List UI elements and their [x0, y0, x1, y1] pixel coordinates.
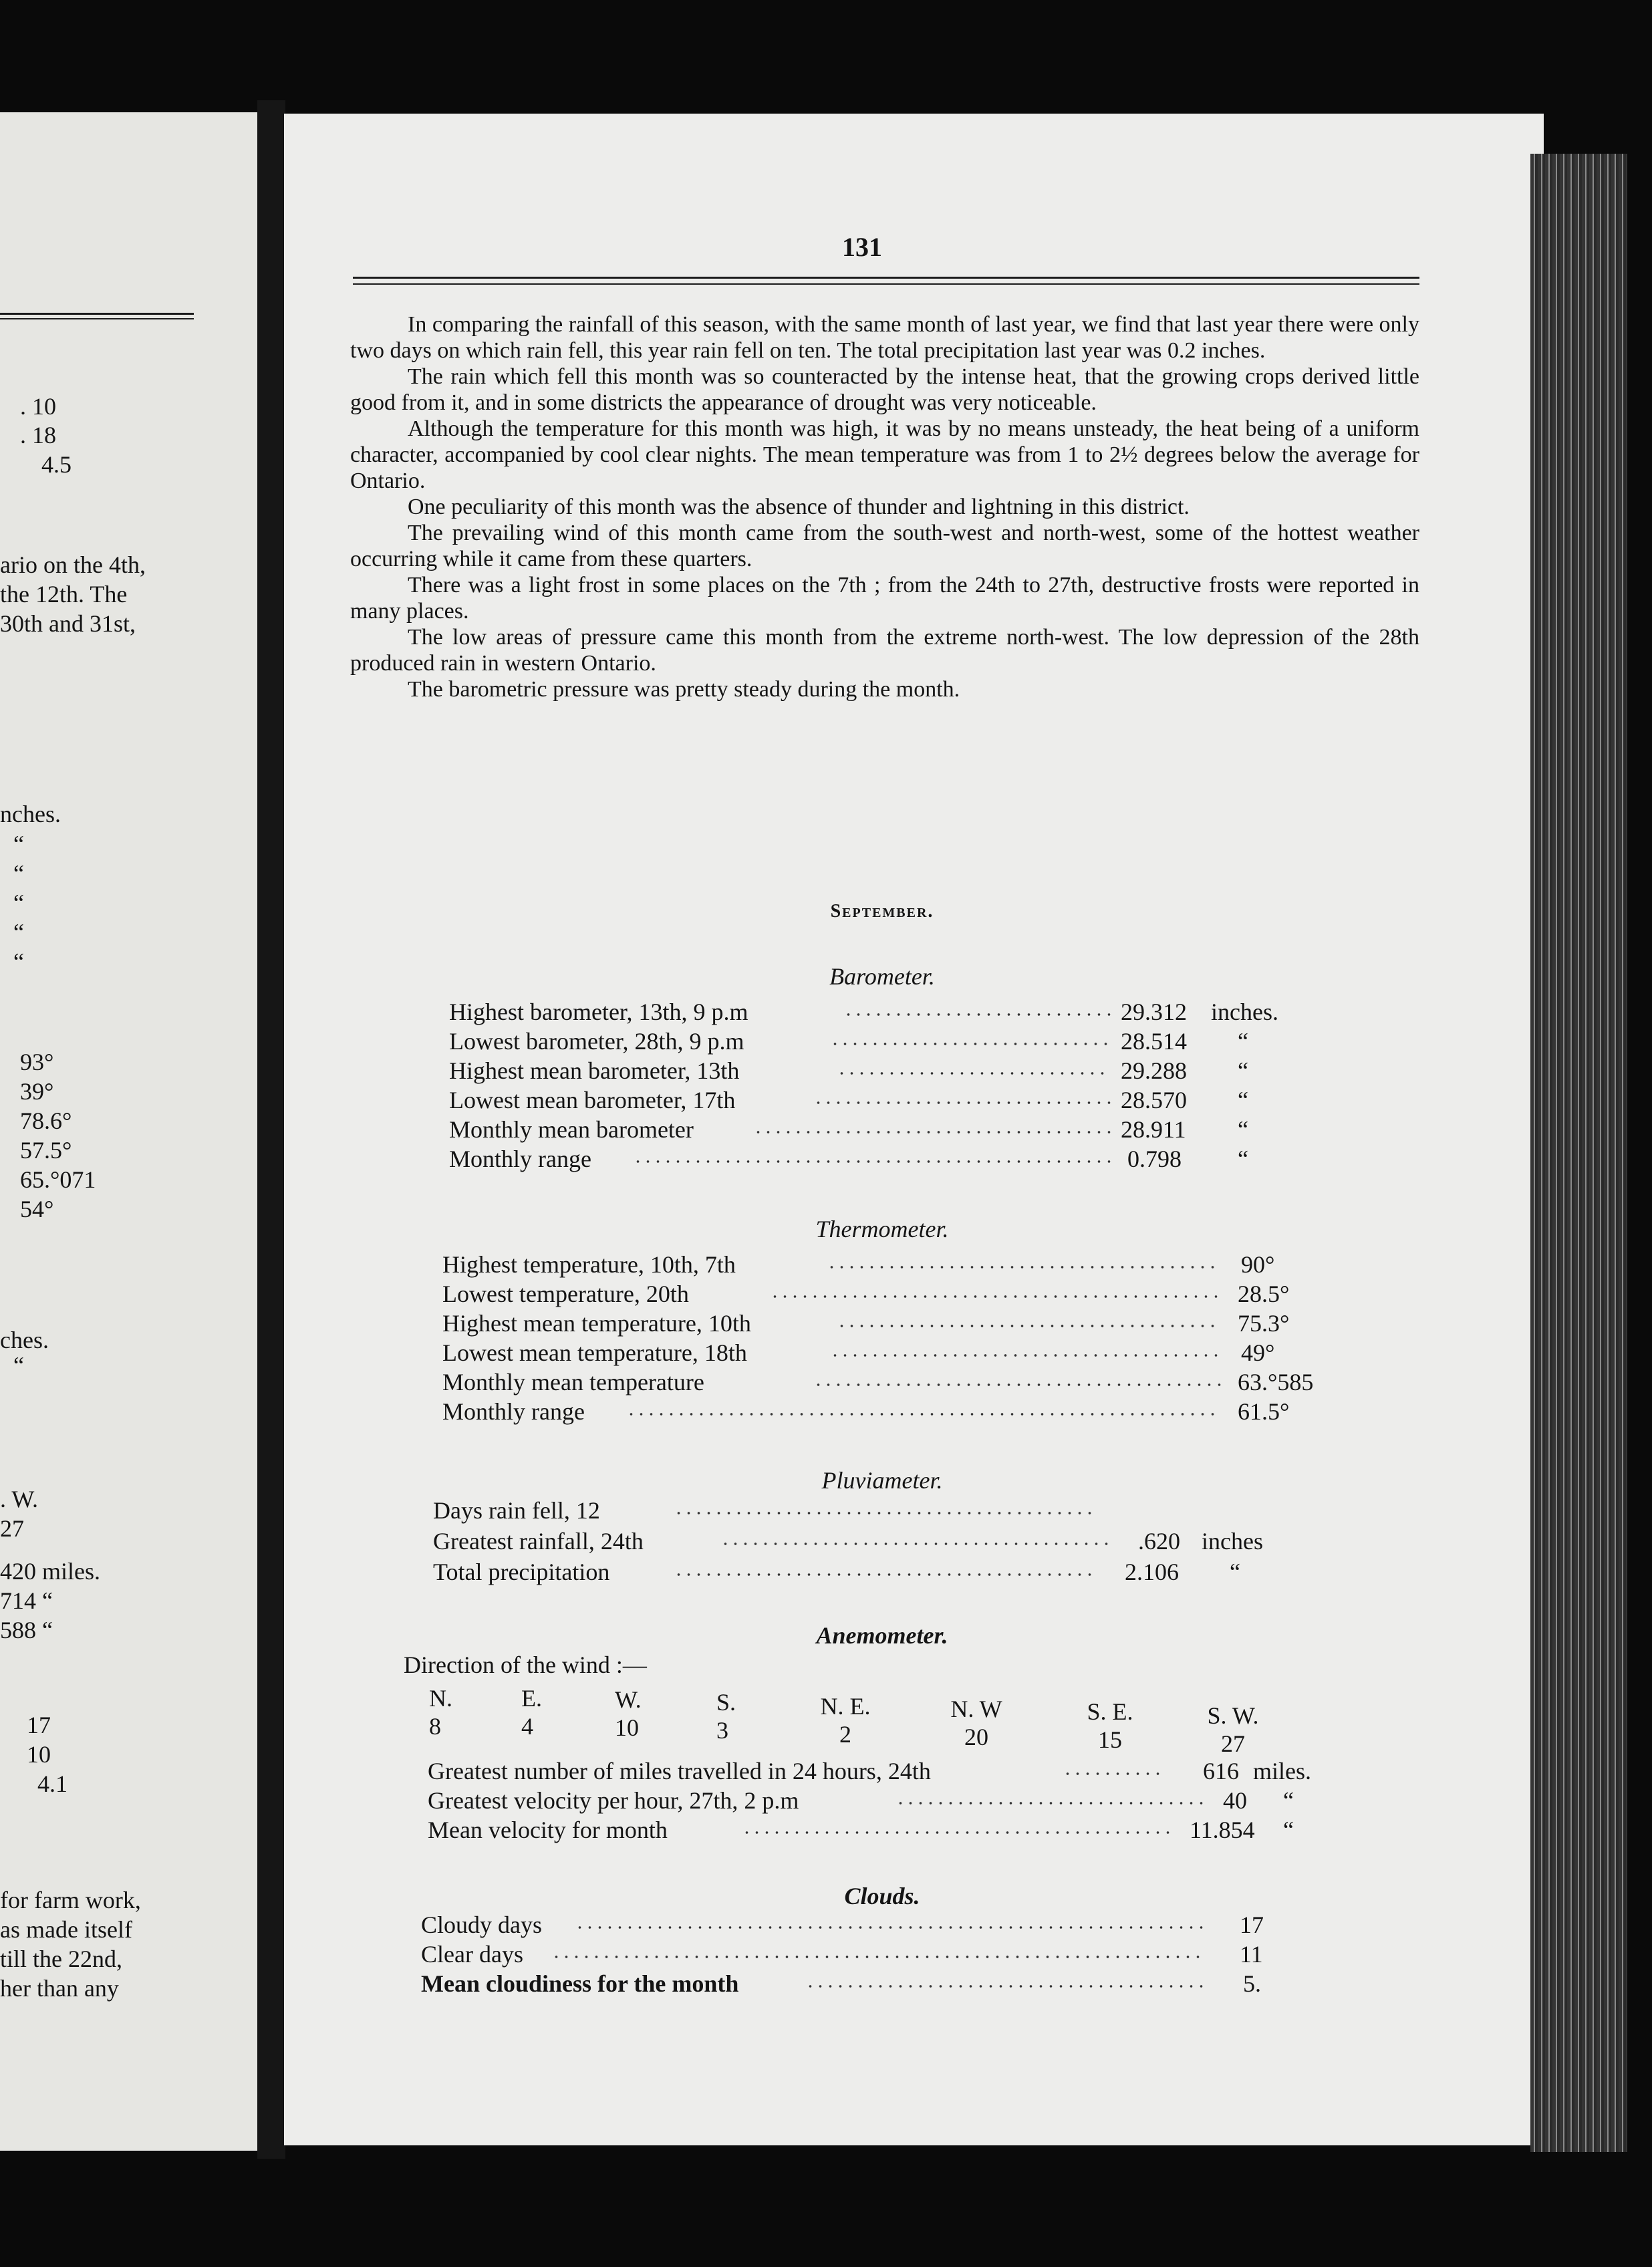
- pluviameter-heading: Pluviameter.: [821, 1467, 943, 1494]
- clouds-row: [421, 1910, 1330, 1940]
- left-fragment: 65.°071: [20, 1166, 96, 1193]
- left-fragment: nches.: [0, 801, 61, 827]
- row-unit: “: [1238, 1116, 1248, 1143]
- leader-dots: [753, 1131, 1111, 1134]
- paragraph: In comparing the rainfall of this season, with the same month of last year, we find that last year there were only two days on which rain fell, this year rain fell on ten. The total precipitation last year was 0.2 inches.: [350, 312, 1419, 363]
- row-unit: inches: [1202, 1528, 1263, 1555]
- left-fragment: 78.6°: [20, 1107, 72, 1134]
- row-value: 11: [1240, 1941, 1263, 1968]
- row-value: 28.5°: [1238, 1281, 1290, 1307]
- left-fragment: 57.5°: [20, 1137, 72, 1164]
- barometer-row: [449, 1027, 1304, 1056]
- row-label: Mean cloudiness for the month: [421, 1970, 739, 1997]
- row-label: Days rain fell, 12: [433, 1497, 600, 1524]
- page-number: 131: [842, 232, 882, 262]
- left-fragment: 93°: [20, 1049, 54, 1075]
- left-fragment: “: [13, 860, 24, 887]
- leader-dots: [896, 1802, 1203, 1805]
- row-value: 61.5°: [1238, 1398, 1290, 1425]
- left-rule: [0, 313, 194, 315]
- page-edges: [1530, 154, 1627, 2152]
- leader-dots: [830, 1043, 1111, 1045]
- left-fragment: ario on the 4th,: [0, 551, 146, 578]
- wind-column: [809, 1692, 882, 1748]
- paragraph: One peculiarity of this month was the absence of thunder and lightning in this district.: [408, 495, 1190, 519]
- left-fragment: as made itself: [0, 1916, 132, 1943]
- paragraph: The low areas of pressure came this month from the extreme north-west. The low depression of the 28th produced rain in western Ontario.: [350, 625, 1419, 676]
- leader-dots: [742, 1831, 1169, 1834]
- barometer-row: [449, 1144, 1304, 1174]
- clouds-row: [421, 1969, 1330, 1998]
- left-fragment: 54°: [20, 1196, 54, 1222]
- top-rule: [353, 277, 1419, 279]
- month-heading: September.: [830, 901, 934, 922]
- row-label: Lowest barometer, 28th, 9 p.m: [449, 1028, 744, 1055]
- row-label: Greatest velocity per hour, 27th, 2 p.m: [428, 1787, 799, 1814]
- left-fragment: 10: [27, 1741, 51, 1768]
- left-fragment: the 12th. The: [0, 581, 128, 608]
- wind-direction-label: Direction of the wind :—: [404, 1651, 647, 1678]
- body-text: [350, 311, 1419, 702]
- leader-dots: [575, 1926, 1203, 1929]
- row-label: Monthly range: [442, 1398, 585, 1425]
- left-fragment: “: [13, 1352, 24, 1379]
- row-unit: “: [1283, 1817, 1294, 1843]
- left-fragment: “: [13, 831, 24, 857]
- leader-dots: [770, 1295, 1221, 1298]
- leader-dots: [837, 1325, 1221, 1327]
- paragraph: The barometric pressure was pretty steady during the month.: [408, 677, 960, 702]
- row-value: 90°: [1241, 1251, 1275, 1278]
- row-value: 28.514: [1121, 1028, 1187, 1055]
- wind-direction: N. W: [950, 1696, 1002, 1722]
- thermometer-row: [442, 1367, 1338, 1397]
- left-fragment: . 10: [20, 393, 56, 420]
- row-value: 29.312: [1121, 998, 1187, 1025]
- left-fragment: 588 “: [0, 1617, 53, 1643]
- leader-dots: [843, 1013, 1111, 1016]
- row-value: 17: [1240, 1911, 1264, 1938]
- left-fragment: 39°: [20, 1078, 54, 1105]
- wind-column: [940, 1695, 1013, 1751]
- thermometer-row: [442, 1397, 1338, 1426]
- wind-count: 10: [615, 1714, 639, 1741]
- wind-direction: E.: [521, 1685, 542, 1712]
- leader-dots: [837, 1072, 1111, 1075]
- row-label: Monthly range: [449, 1146, 591, 1172]
- leader-dots: [827, 1266, 1221, 1269]
- wind-count: 3: [716, 1717, 728, 1744]
- clouds-heading: Clouds.: [844, 1883, 920, 1909]
- clouds-row: [421, 1940, 1330, 1969]
- row-label: Monthly mean temperature: [442, 1369, 704, 1395]
- barometer-row: [449, 1056, 1304, 1085]
- leader-dots: [805, 1985, 1203, 1988]
- row-label: Cloudy days: [421, 1911, 543, 1938]
- row-label: Highest temperature, 10th, 7th: [442, 1251, 736, 1278]
- row-label: Highest mean barometer, 13th: [449, 1057, 740, 1084]
- row-value: 2.106: [1125, 1559, 1179, 1585]
- left-fragment: 4.1: [37, 1770, 67, 1797]
- left-fragment: for farm work,: [0, 1887, 141, 1913]
- wind-count: 4: [521, 1713, 533, 1740]
- row-label: Greatest number of miles travelled in 24 hours, 24th: [428, 1758, 931, 1784]
- barometer-row: [449, 1085, 1304, 1115]
- thermometer-row: [442, 1338, 1338, 1367]
- left-fragment: 4.5: [41, 451, 72, 478]
- row-label: Greatest rainfall, 24th: [433, 1528, 644, 1555]
- left-fragment: ches.: [0, 1327, 49, 1353]
- leader-dots: [626, 1413, 1221, 1416]
- row-label: Lowest temperature, 20th: [442, 1281, 689, 1307]
- leader-dots: [1063, 1772, 1166, 1775]
- row-label: Lowest mean temperature, 18th: [442, 1339, 747, 1366]
- wind-count: 27: [1221, 1730, 1245, 1757]
- thermometer-row: [442, 1279, 1338, 1309]
- row-unit: “: [1238, 1087, 1248, 1113]
- pluviameter-row: [433, 1526, 1315, 1556]
- row-label: Highest barometer, 13th, 9 p.m: [449, 998, 748, 1025]
- left-fragment: 17: [27, 1712, 51, 1738]
- row-label: Highest mean temperature, 10th: [442, 1310, 751, 1337]
- row-label: Lowest mean barometer, 17th: [449, 1087, 736, 1113]
- barometer-row: [449, 1115, 1304, 1144]
- row-label: Clear days: [421, 1941, 523, 1968]
- wind-count: 20: [964, 1724, 988, 1750]
- row-unit: “: [1230, 1559, 1240, 1585]
- left-fragment: “: [13, 948, 24, 975]
- row-value: 40: [1223, 1787, 1247, 1814]
- wind-column: [1073, 1698, 1147, 1754]
- wind-column: [429, 1684, 483, 1740]
- paragraph: The rain which fell this month was so counteracted by the intense heat, that the growing crops derived little good from it, and in some districts the appearance of drought was very noticeable.: [350, 364, 1419, 415]
- row-value: 75.3°: [1238, 1310, 1290, 1337]
- anemometer-row: [428, 1786, 1337, 1815]
- left-fragment: till the 22nd,: [0, 1946, 122, 1972]
- row-unit: miles.: [1253, 1758, 1311, 1784]
- leader-dots: [633, 1160, 1111, 1163]
- leader-dots: [551, 1956, 1203, 1958]
- barometer-heading: Barometer.: [829, 963, 935, 990]
- leader-dots: [720, 1543, 1115, 1545]
- leader-dots: [674, 1573, 1095, 1576]
- thermometer-row: [442, 1250, 1338, 1279]
- left-fragment: “: [13, 919, 24, 946]
- row-unit: inches.: [1211, 998, 1278, 1025]
- row-label: Mean velocity for month: [428, 1817, 668, 1843]
- barometer-row: [449, 997, 1304, 1027]
- row-label: Total precipitation: [433, 1559, 610, 1585]
- left-fragment: “: [13, 890, 24, 916]
- wind-count: 15: [1098, 1726, 1122, 1753]
- wind-direction: W.: [615, 1686, 642, 1713]
- wind-direction: S.: [716, 1689, 736, 1716]
- wind-count: 2: [839, 1721, 851, 1748]
- left-fragment: . 18: [20, 422, 56, 448]
- row-unit: “: [1238, 1146, 1248, 1172]
- pluviameter-row: [433, 1557, 1315, 1587]
- wind-count: 8: [429, 1713, 441, 1740]
- leader-dots: [813, 1101, 1111, 1104]
- row-value: 29.288: [1121, 1057, 1187, 1084]
- wind-direction: S. E.: [1087, 1698, 1133, 1725]
- row-value: 5.: [1243, 1970, 1261, 1997]
- wind-direction: N.: [429, 1685, 452, 1712]
- row-value: 0.798: [1127, 1146, 1182, 1172]
- thermometer-heading: Thermometer.: [815, 1216, 949, 1242]
- pluviameter-row: [433, 1496, 1315, 1525]
- row-value: 28.911: [1121, 1116, 1186, 1143]
- row-unit: “: [1283, 1787, 1294, 1814]
- leader-dots: [813, 1383, 1221, 1386]
- left-fragment: 30th and 31st,: [0, 610, 136, 637]
- left-fragment: . W.: [0, 1486, 39, 1512]
- row-value: 28.570: [1121, 1087, 1187, 1113]
- thermometer-row: [442, 1309, 1338, 1338]
- left-fragment: her than any: [0, 1975, 119, 2002]
- paragraph: There was a light frost in some places on the 7th ; from the 24th to 27th, destructive frosts were reported in many places.: [350, 573, 1419, 624]
- leader-dots: [830, 1354, 1221, 1357]
- paragraph: The prevailing wind of this month came from the south-west and north-west, some of the hottest weather occurring while it came from these quarters.: [350, 521, 1419, 571]
- row-label: Monthly mean barometer: [449, 1116, 694, 1143]
- wind-column: [1196, 1702, 1270, 1758]
- row-value: 63.°585: [1238, 1369, 1314, 1395]
- wind-column: [615, 1686, 675, 1742]
- wind-column: [521, 1684, 575, 1740]
- left-fragment: 420 miles.: [0, 1558, 100, 1585]
- left-fragment: 714 “: [0, 1587, 53, 1614]
- book-gutter: [257, 100, 285, 2159]
- wind-direction: N. E.: [820, 1693, 871, 1720]
- row-value: .620: [1138, 1528, 1180, 1555]
- left-rule-2: [0, 318, 194, 319]
- row-value: 616: [1203, 1758, 1239, 1784]
- row-unit: “: [1238, 1057, 1248, 1084]
- row-value: 11.854: [1190, 1817, 1255, 1843]
- row-value: 49°: [1241, 1339, 1275, 1366]
- paragraph: Although the temperature for this month was high, it was by no means unsteady, the heat being of a uniform character, accompanied by cool clear nights. The mean temperature was from 1 to 2½ degrees below the average for Ontario.: [350, 416, 1419, 493]
- wind-direction: S. W.: [1207, 1702, 1259, 1729]
- wind-column: [716, 1688, 763, 1744]
- anemometer-row: [428, 1756, 1337, 1786]
- anemometer-heading: Anemometer.: [816, 1622, 948, 1649]
- leader-dots: [674, 1512, 1095, 1514]
- left-fragment: 27: [0, 1515, 24, 1542]
- anemometer-row: [428, 1815, 1337, 1845]
- top-rule-2: [353, 283, 1419, 285]
- row-unit: “: [1238, 1028, 1248, 1055]
